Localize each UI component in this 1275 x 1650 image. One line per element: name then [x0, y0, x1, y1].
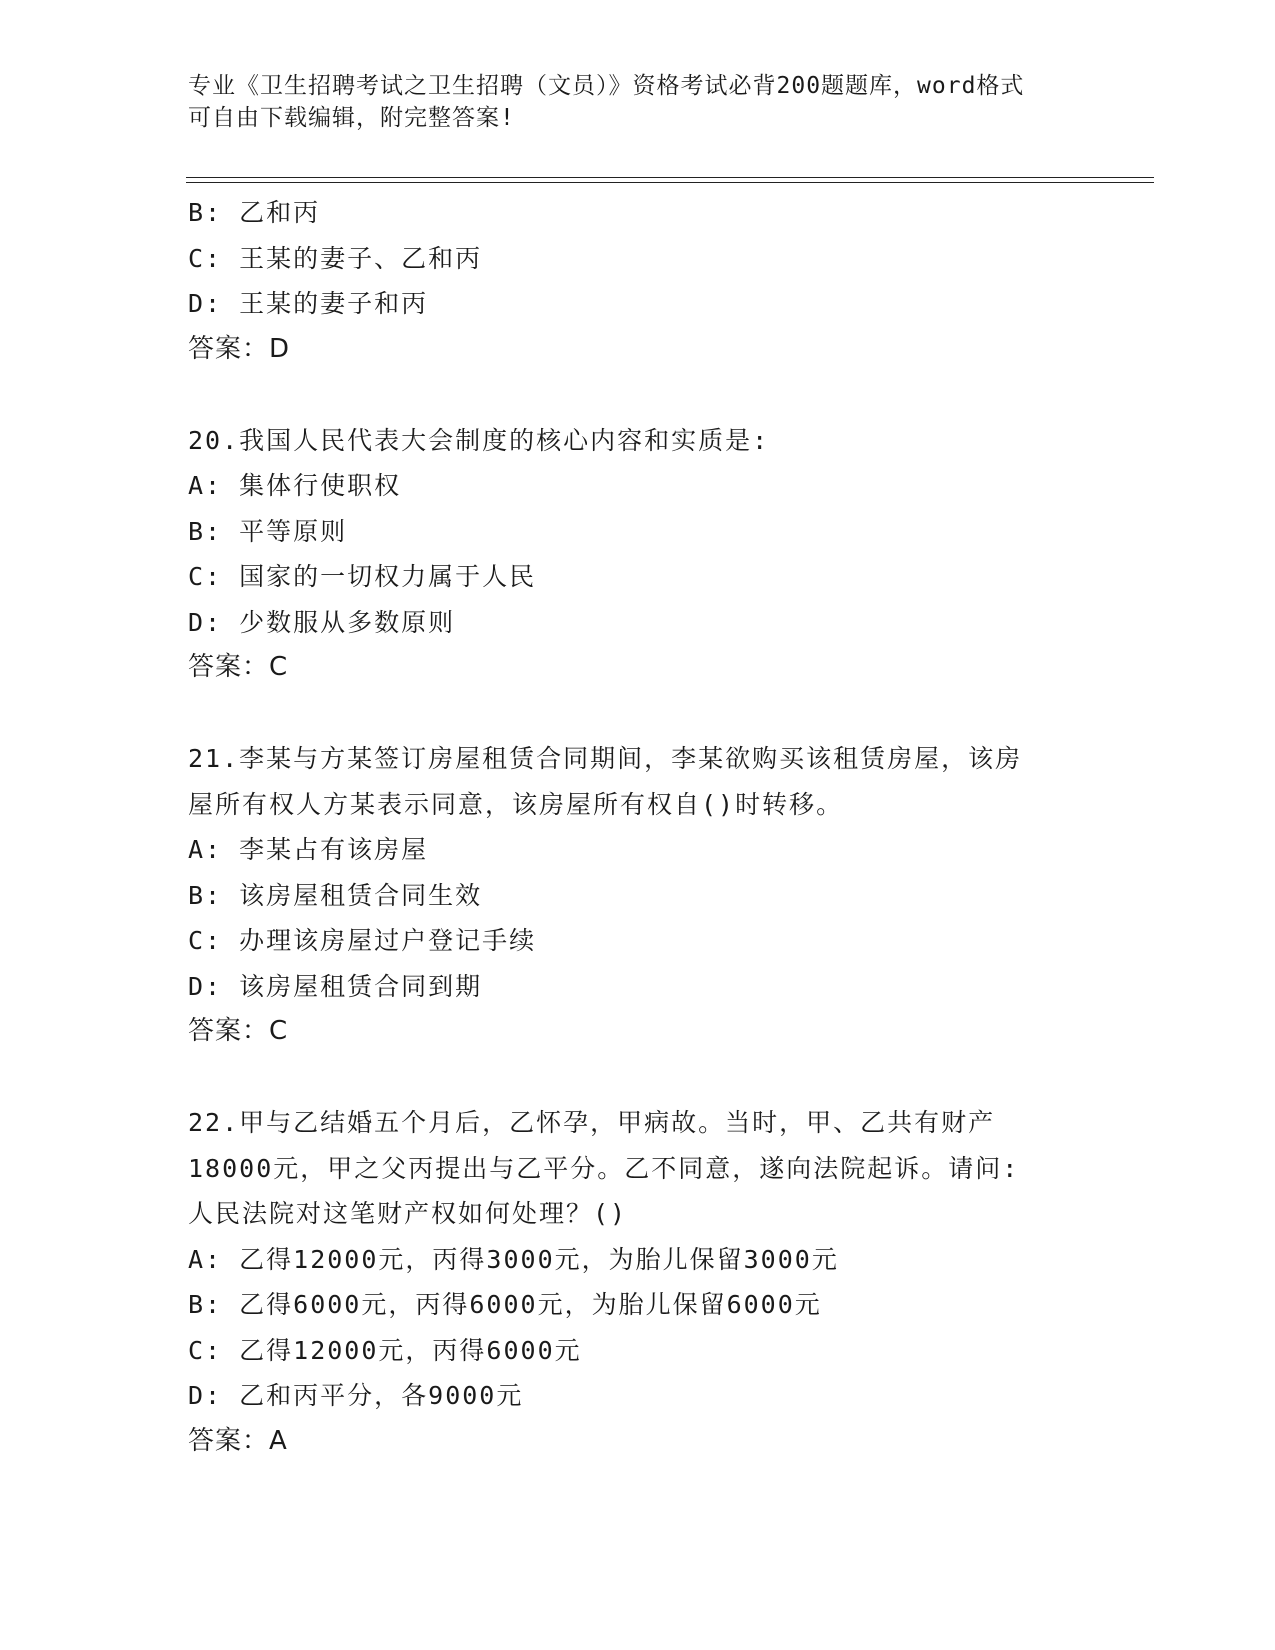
question-text: 屋所有权人方某表示同意，该房屋所有权自()时转移。	[188, 789, 844, 819]
spacer	[188, 1055, 1088, 1101]
option-c: C: 乙得12000元，丙得6000元	[188, 1335, 582, 1365]
option-b: B: 平等原则	[188, 516, 348, 546]
question-20	[188, 418, 1088, 691]
question-19-continued	[188, 190, 1088, 372]
answer-line: 答案：A	[188, 1425, 288, 1456]
header-divider-top	[186, 177, 1154, 178]
option-a: A: 乙得12000元，丙得3000元，为胎儿保留3000元	[188, 1244, 839, 1274]
question-22	[188, 1100, 1088, 1464]
option-c: C: 王某的妻子、乙和丙	[188, 243, 483, 273]
option-d: D: 王某的妻子和丙	[188, 289, 429, 318]
document-header	[188, 70, 1088, 134]
option-a: A: 李某占有该房屋	[188, 835, 429, 864]
option-b: B: 乙和丙	[188, 198, 321, 227]
question-21	[188, 736, 1088, 1055]
option-d: D: 该房屋租赁合同到期	[188, 971, 483, 1001]
answer-line: 答案：C	[188, 652, 289, 682]
question-text: 18000元，甲之父丙提出与乙平分。乙不同意，遂向法院起诉。请问:	[188, 1153, 1020, 1183]
answer-line: 答案：D	[188, 333, 291, 364]
option-b: B: 乙得6000元，丙得6000元，为胎儿保留6000元	[188, 1290, 822, 1319]
answer-line: 答案：C	[188, 1016, 289, 1046]
question-text: 22.甲与乙结婚五个月后，乙怀孕，甲病故。当时，甲、乙共有财产	[188, 1108, 996, 1137]
spacer	[188, 372, 1088, 418]
option-a: A: 集体行使职权	[188, 471, 402, 500]
option-d: D: 乙和丙平分，各9000元	[188, 1381, 524, 1410]
header-divider-bottom	[186, 182, 1154, 183]
option-d: D: 少数服从多数原则	[188, 607, 456, 637]
question-list	[188, 190, 1088, 1464]
option-c: C: 国家的一切权力属于人民	[188, 562, 537, 591]
option-b: B: 该房屋租赁合同生效	[188, 880, 483, 910]
question-text: 人民法院对这笔财产权如何处理？()	[188, 1199, 628, 1228]
header-line-1: 专业《卫生招聘考试之卫生招聘（文员）》资格考试必背200题题库，word格式	[188, 73, 1025, 99]
question-text: 21.李某与方某签订房屋租赁合同期间，李某欲购买该租赁房屋，该房	[188, 744, 1023, 773]
option-c: C: 办理该房屋过户登记手续	[188, 926, 537, 955]
spacer	[188, 691, 1088, 737]
header-line-2: 可自由下载编辑，附完整答案!	[188, 105, 515, 131]
question-text: 20.我国人民代表大会制度的核心内容和实质是:	[188, 425, 770, 455]
